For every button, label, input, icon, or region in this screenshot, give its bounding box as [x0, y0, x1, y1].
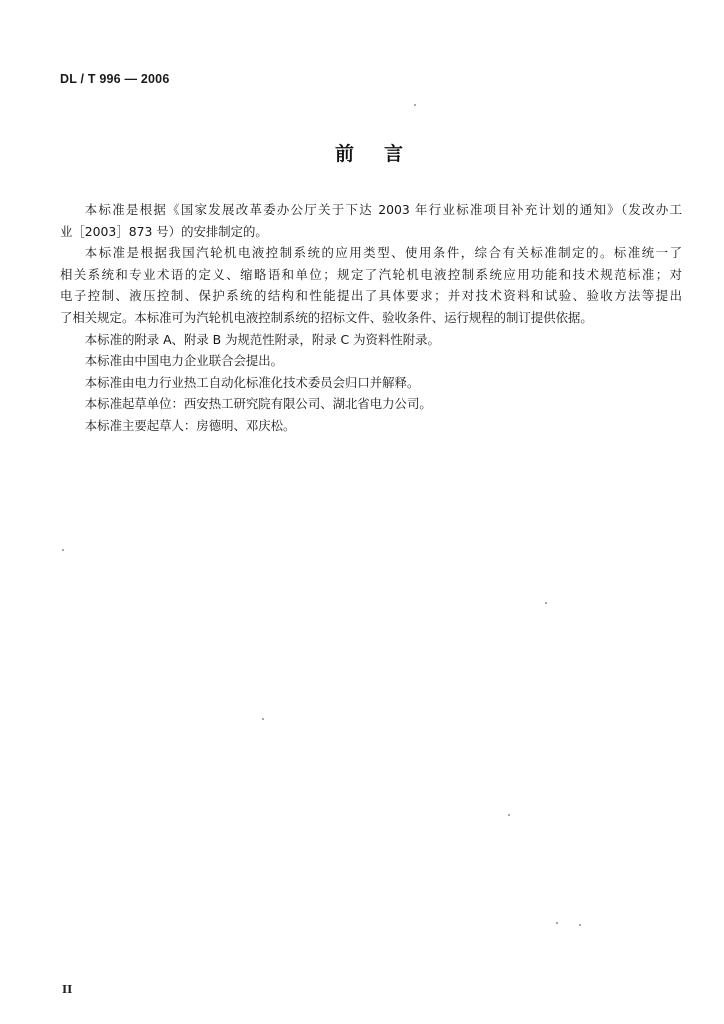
text-line: 本标准由电力行业热工自动化标准化技术委员会归口并解释。 — [84, 374, 420, 390]
document-code: DL / T 996 — 2006 — [60, 72, 170, 86]
scan-speck — [556, 922, 558, 924]
paragraph — [60, 350, 682, 372]
paragraph — [60, 329, 682, 351]
paragraph — [60, 199, 682, 242]
scan-speck — [414, 104, 416, 106]
text-line: 本标准是根据《国家发展改革委办公厅关于下达 2003 年行业标准项目补充计划的通知》（发改办工 — [84, 202, 682, 217]
text-line: 业［2003］873 号）的安排制定的。 — [60, 223, 268, 239]
page-title: 前言 — [334, 143, 433, 165]
text-line: 本标准起草单位：西安热工研究院有限公司、湖北省电力公司。 — [84, 396, 432, 412]
scan-speck — [579, 924, 581, 926]
scan-speck — [262, 718, 264, 720]
text-line: 本标准由中国电力企业联合会提出。 — [84, 353, 284, 369]
scan-speck — [508, 814, 510, 816]
scan-speck — [545, 602, 547, 604]
text-line: 相关系统和专业术语的定义、缩略语和单位；规定了汽轮机电液控制系统应用功能和技术规范标准；对 — [60, 266, 682, 282]
page-number: II — [62, 983, 73, 996]
text-line: 本标准主要起草人：房德明、邓庆松。 — [84, 417, 296, 433]
paragraph — [60, 415, 682, 437]
text-line: 了相关规定。本标准可为汽轮机电液控制系统的招标文件、验收条件、运行规程的制订提供依据。 — [60, 309, 593, 325]
paragraph — [60, 372, 682, 394]
text-line: 本标准的附录 A、附录 B 为规范性附录，附录 C 为资料性附录。 — [84, 331, 440, 347]
scan-speck — [62, 549, 64, 551]
paragraph — [60, 242, 682, 328]
text-line: 本标准是根据我国汽轮机电液控制系统的应用类型、使用条件，综合有关标准制定的。标准统一了 — [84, 245, 682, 261]
text-line: 电子控制、液压控制、保护系统的结构和性能提出了具体要求；并对技术资料和试验、验收方法等提出 — [60, 288, 682, 304]
paragraph — [60, 393, 682, 415]
preface-body — [60, 199, 682, 437]
